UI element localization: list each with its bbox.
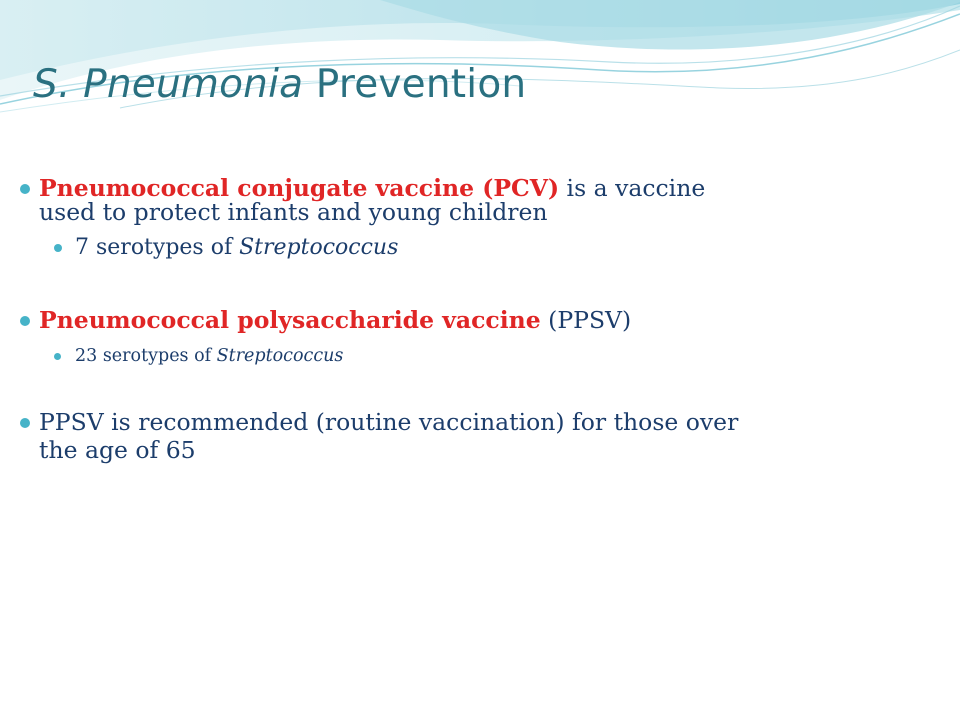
bullet-text-line2: used to protect infants and young children	[39, 198, 548, 226]
title-italic: S. Pneumonia	[33, 62, 304, 107]
pcv-rest: is a vaccine	[559, 174, 706, 202]
sub-prefix: 23 serotypes of	[75, 346, 217, 366]
sub-bullet-text	[75, 343, 343, 369]
ppsv-rest: (PPSV)	[540, 306, 632, 334]
pcv-highlight: Pneumococcal conjugate vaccine (PCV)	[39, 174, 560, 202]
bullet-dot-icon	[20, 184, 30, 194]
sub-prefix: 7 serotypes of	[75, 235, 240, 260]
bullet-text	[39, 307, 919, 333]
bullet-dot-icon	[20, 316, 30, 326]
sub-italic: Streptococcus	[216, 346, 344, 366]
page-title	[33, 62, 526, 107]
sub-italic: Streptococcus	[239, 235, 399, 260]
sub-bullet-dot-icon	[54, 244, 62, 252]
ppsv-highlight: Pneumococcal polysaccharide vaccine	[39, 306, 541, 334]
bullet-text: PPSV is recommended (routine vaccination) for those over	[39, 408, 739, 436]
sub-bullet-dot-icon	[54, 353, 61, 360]
bullet-text-line2: the age of 65	[39, 436, 196, 464]
sub-bullet-text	[75, 235, 398, 261]
bullet-dot-icon	[20, 418, 30, 428]
title-rest: Prevention	[303, 62, 527, 107]
